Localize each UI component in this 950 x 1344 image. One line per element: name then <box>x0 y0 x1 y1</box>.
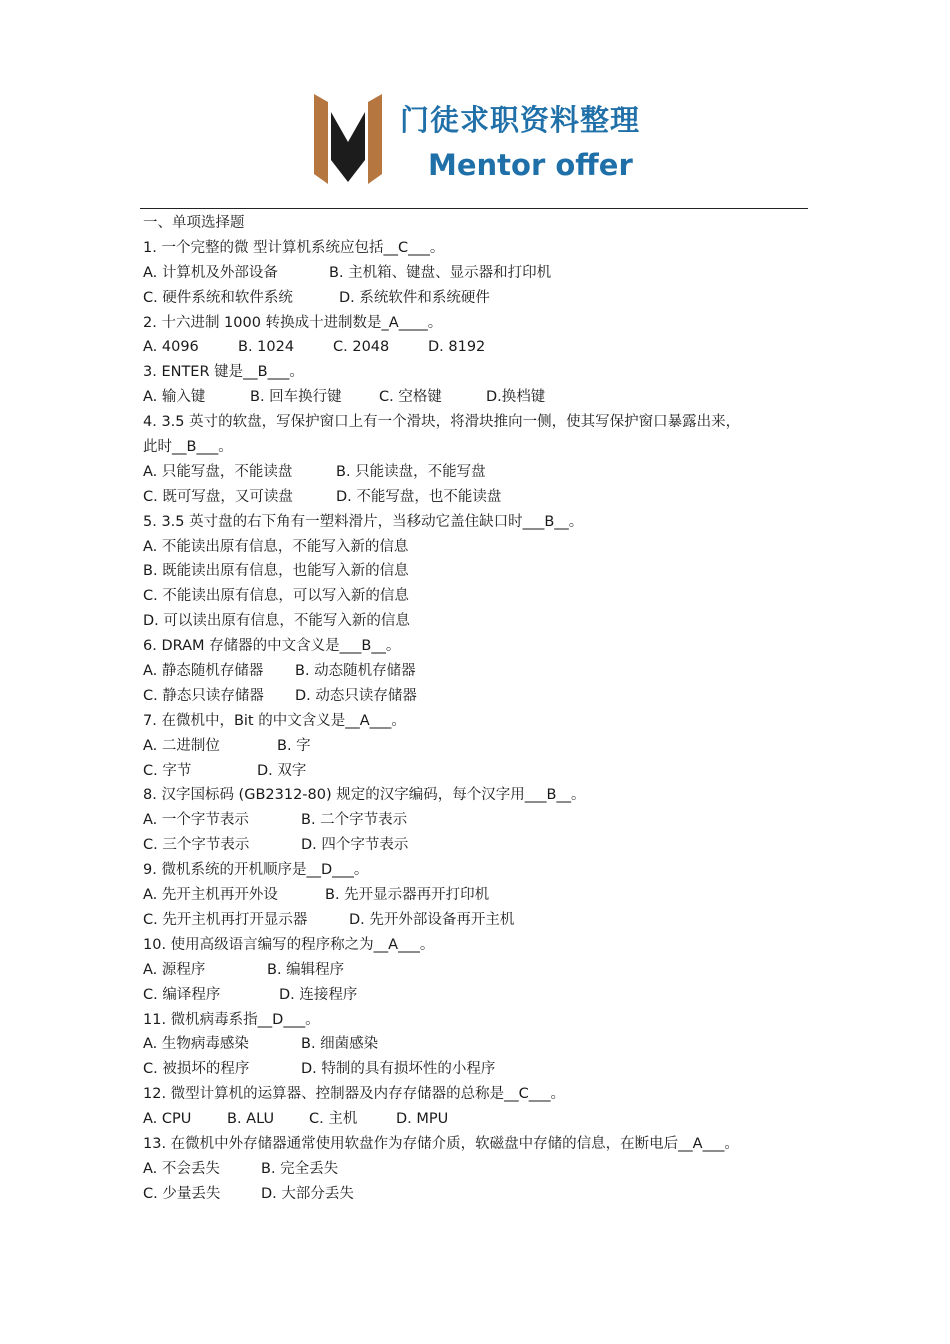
question-line: 1. 一个完整的微 型计算机系统应包括__C___。 <box>143 239 445 256</box>
option-text: C. 既可写盘，又可读盘 <box>143 488 293 505</box>
option-text: B. 先开显示器再开打印机 <box>325 887 490 904</box>
option-text: D.换档键 <box>486 389 546 406</box>
option-text: D. 不能写盘，也不能读盘 <box>336 488 502 505</box>
option-text: D. MPU <box>396 1111 449 1128</box>
options-row <box>143 460 808 485</box>
option-text: A. 生物病毒感染 <box>143 1036 249 1053</box>
option-text: B. ALU <box>227 1111 275 1128</box>
question-line: 此时__B___。 <box>143 439 233 456</box>
question-line: A. 不能读出原有信息，不能写入新的信息 <box>143 538 409 555</box>
question-line: 3. ENTER 键是__B___。 <box>143 364 304 381</box>
option-text: C. 字节 <box>143 762 192 779</box>
option-text: C. 2048 <box>333 339 390 356</box>
option-text: C. 先开主机再打开显示器 <box>143 911 308 928</box>
option-text: D. 先开外部设备再开主机 <box>349 911 515 928</box>
option-text: A. CPU <box>143 1111 192 1128</box>
option-text: B. 1024 <box>238 339 295 356</box>
options-row <box>143 958 808 983</box>
option-text: D. 大部分丢失 <box>261 1185 354 1202</box>
options-row <box>143 1182 808 1207</box>
options-row <box>143 983 808 1008</box>
option-text: B. 只能读盘，不能写盘 <box>336 463 486 480</box>
option-text: A. 源程序 <box>143 961 206 978</box>
option-text: C. 少量丢失 <box>143 1185 221 1202</box>
option-text: B. 细菌感染 <box>301 1036 379 1053</box>
option-text: C. 被损坏的程序 <box>143 1061 250 1078</box>
options-row <box>143 1032 808 1057</box>
option-text: D. 系统软件和系统硬件 <box>339 289 490 306</box>
option-text: D. 特制的具有损坏性的小程序 <box>301 1061 496 1078</box>
question-line: 13. 在微机中外存储器通常使用软盘作为存储介质，软磁盘中存储的信息，在断电后__A___。 <box>143 1135 739 1152</box>
option-text: A. 二进制位 <box>143 737 220 754</box>
brand-chinese-title: 门徒求职资料整理 <box>400 103 641 137</box>
question-line: D. 可以读出原有信息，不能写入新的信息 <box>143 613 410 630</box>
option-text: A. 先开主机再开外设 <box>143 887 278 904</box>
options-row <box>143 385 808 410</box>
question-line: 11. 微机病毒系指__D___。 <box>143 1011 320 1028</box>
option-text: D. 动态只读存储器 <box>295 687 417 704</box>
options-row <box>143 883 808 908</box>
question-line: 4. 3.5 英寸的软盘，写保护窗口上有一个滑块，将滑块推向一侧，使其写保护窗口暴露出来， <box>143 414 741 431</box>
option-text: C. 空格键 <box>379 389 442 406</box>
option-text: B. 二个字节表示 <box>301 812 408 829</box>
question-line: 7. 在微机中，Bit 的中文含义是__A___。 <box>143 712 406 729</box>
question-line: 6. DRAM 存储器的中文含义是___B__。 <box>143 638 401 655</box>
option-text: B. 编辑程序 <box>267 961 345 978</box>
header-divider <box>140 208 808 209</box>
option-text: A. 一个字节表示 <box>143 812 249 829</box>
option-text: A. 不会丢失 <box>143 1160 220 1177</box>
option-text: C. 三个字节表示 <box>143 837 250 854</box>
question-line: 10. 使用高级语言编写的程序称之为__A___。 <box>143 936 435 953</box>
option-text: B. 字 <box>277 737 311 754</box>
options-row <box>143 1157 808 1182</box>
option-text: C. 硬件系统和软件系统 <box>143 289 293 306</box>
section-title: 一、单项选择题 <box>143 215 245 231</box>
option-text: D. 四个字节表示 <box>301 837 409 854</box>
options-row <box>143 734 808 759</box>
options-row <box>143 908 808 933</box>
option-text: D. 双字 <box>257 762 307 779</box>
option-text: B. 主机箱、键盘、显示器和打印机 <box>329 264 552 281</box>
option-text: C. 主机 <box>309 1111 358 1128</box>
options-row <box>143 485 808 510</box>
option-text: A. 输入键 <box>143 389 206 406</box>
option-text: A. 4096 <box>143 339 199 356</box>
options-row <box>143 335 808 360</box>
header <box>0 0 950 210</box>
options-row <box>143 261 808 286</box>
options-row <box>143 286 808 311</box>
option-text: B. 回车换行键 <box>250 389 342 406</box>
option-text: A. 计算机及外部设备 <box>143 264 278 281</box>
option-text: A. 只能写盘，不能读盘 <box>143 463 293 480</box>
option-text: D. 8192 <box>428 339 486 356</box>
brand-english-title: Mentor offer <box>428 148 633 182</box>
options-row <box>143 684 808 709</box>
options-row <box>143 808 808 833</box>
question-line: 12. 微型计算机的运算器、控制器及内存存储器的总称是__C___。 <box>143 1086 566 1103</box>
option-text: B. 动态随机存储器 <box>295 663 416 680</box>
option-text: C. 静态只读存储器 <box>143 687 264 704</box>
options-row <box>143 759 808 784</box>
question-line: B. 既能读出原有信息，也能写入新的信息 <box>143 563 409 580</box>
question-line: C. 不能读出原有信息，可以写入新的信息 <box>143 588 409 605</box>
question-line: 9. 微机系统的开机顺序是__D___。 <box>143 862 369 879</box>
options-row <box>143 833 808 858</box>
question-line: 8. 汉字国标码 (GB2312-80) 规定的汉字编码，每个汉字用___B__。 <box>143 787 586 804</box>
option-text: A. 静态随机存储器 <box>143 663 264 680</box>
option-text: C. 编译程序 <box>143 986 221 1003</box>
options-row <box>143 659 808 684</box>
question-list <box>143 211 808 1207</box>
logo-mark-icon <box>314 94 382 184</box>
question-lines <box>143 236 808 1207</box>
option-text: D. 连接程序 <box>279 986 358 1003</box>
question-line: 5. 3.5 英寸盘的右下角有一塑料滑片，当移动它盖住缺口时___B__。 <box>143 513 584 530</box>
options-row <box>143 1057 808 1082</box>
option-text: B. 完全丢失 <box>261 1160 339 1177</box>
options-row <box>143 1107 808 1132</box>
question-line: 2. 十六进制 1000 转换成十进制数是_A____。 <box>143 314 443 331</box>
